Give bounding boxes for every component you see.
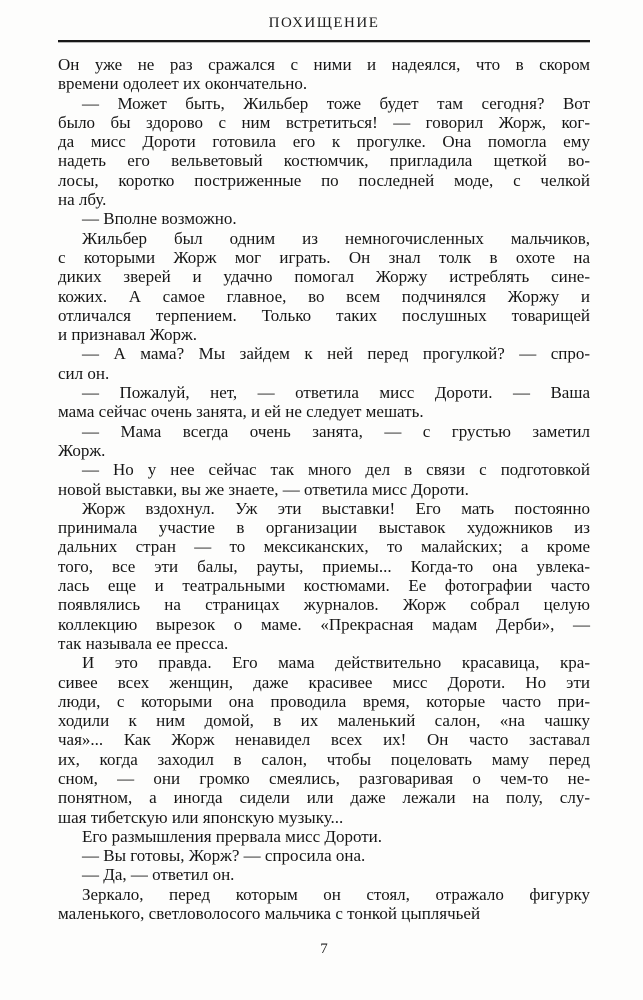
chapter-title: ПОХИЩЕНИЕ	[268, 15, 380, 31]
text-line: того, все эти балы, рауты, приемы... Когда-то она увлека-	[58, 556, 590, 576]
text-line: на лбу.	[58, 190, 107, 210]
text-line: Жорж.	[58, 440, 106, 460]
text-line: Зеркало, перед которым он стоял, отражало фигурку	[82, 884, 590, 904]
header-rule	[58, 40, 590, 42]
text-line: кожих. А самое главное, во всем подчинялся Жоржу и	[58, 286, 590, 306]
text-line: так называла ее пресса.	[58, 633, 229, 653]
text-line: сивее всех женщин, даже красивее мисс Дороти. Но эти	[58, 672, 590, 692]
text-line: лосы, коротко постриженные по последней моде, с челкой	[58, 170, 590, 190]
text-column	[58, 15, 590, 958]
text-line: отличался терпением. Только таких послушных товарищей	[58, 305, 590, 325]
text-line: да мисс Дороти готовила его к прогулке. Она помогла ему	[58, 132, 590, 152]
text-line: — Вполне возможно.	[82, 209, 237, 229]
text-line: чая»... Как Жорж ненавидел всех их! Он часто заставал	[58, 730, 590, 750]
text-line: Жорж вздохнул. Уж эти выставки! Его мать постоянно	[82, 498, 590, 518]
text-line: диких зверей и удачно помогал Жоржу истреблять сине-	[58, 267, 590, 287]
text-line: принимала участие в организации выставок художников из	[58, 518, 590, 538]
text-line: их, когда заходил в салон, чтобы поцеловать маму перед	[58, 749, 590, 769]
text-line: надеть его вельветовый костюмчик, пригладила щеткой во-	[58, 151, 590, 171]
text-line: люди, с которыми она проводила время, которые часто при-	[58, 691, 590, 711]
text-line: — Вы готовы, Жорж? — спросила она.	[82, 846, 366, 866]
text-line: И это правда. Его мама действительно красавица, кра-	[82, 653, 590, 673]
text-line: маленького, светловолосого мальчика с тонкой цыплячьей	[58, 904, 481, 924]
text-line: и признавал Жорж.	[58, 325, 197, 345]
text-line: — Да, — ответил он.	[82, 865, 235, 885]
text-line: сил он.	[58, 363, 110, 383]
page-body	[58, 55, 590, 923]
page-number: 7	[320, 941, 328, 958]
text-line: — Но у нее сейчас так много дел в связи с подготовкой	[82, 460, 590, 480]
text-line: — А мама? Мы зайдем к ней перед прогулкой? — спро-	[82, 344, 590, 364]
text-line: с которыми Жорж мог играть. Он знал толк в охоте на	[58, 247, 590, 267]
text-line: понятном, а иногда сидели или даже лежали на полу, слу-	[58, 788, 590, 808]
text-line: — Мама всегда очень занята, — с грустью заметил	[82, 421, 590, 441]
text-line: Он уже не раз сражался с ними и надеялся, что в скором	[58, 55, 590, 74]
text-line: Жильбер был одним из немногочисленных мальчиков,	[82, 228, 590, 248]
text-line: шая тибетскую или японскую музыку...	[58, 807, 344, 827]
text-line: дальних стран — то мексиканских, то малайских; а кроме	[58, 537, 590, 557]
text-line: коллекцию вырезок о маме. «Прекрасная мадам Дерби», —	[58, 614, 590, 634]
text-line: было бы здорово с ним встретиться! — говорил Жорж, ког-	[58, 112, 590, 132]
text-line: ходили к ним домой, в их маленький салон, «на чашку	[58, 711, 590, 731]
text-line: Его размышления прервала мисс Дороти.	[82, 826, 383, 846]
text-line: времени одолеет их окончательно.	[58, 74, 308, 94]
text-line: лась еще и театральными костюмами. Ее фотографии часто	[58, 576, 590, 596]
text-line: мама сейчас очень занята, и ей не следует мешать.	[58, 402, 424, 422]
text-line: сном, — они громко смеялись, разговаривая о чем-то не-	[58, 768, 590, 788]
text-line: новой выставки, вы же знаете, — ответила мисс Дороти.	[58, 479, 469, 499]
text-line: — Пожалуй, нет, — ответила мисс Дороти. — Ваша	[82, 383, 590, 403]
text-line: появлялись на страницах журналов. Жорж собрал целую	[58, 595, 590, 615]
text-line: — Может быть, Жильбер тоже будет там сегодня? Вот	[82, 93, 590, 113]
